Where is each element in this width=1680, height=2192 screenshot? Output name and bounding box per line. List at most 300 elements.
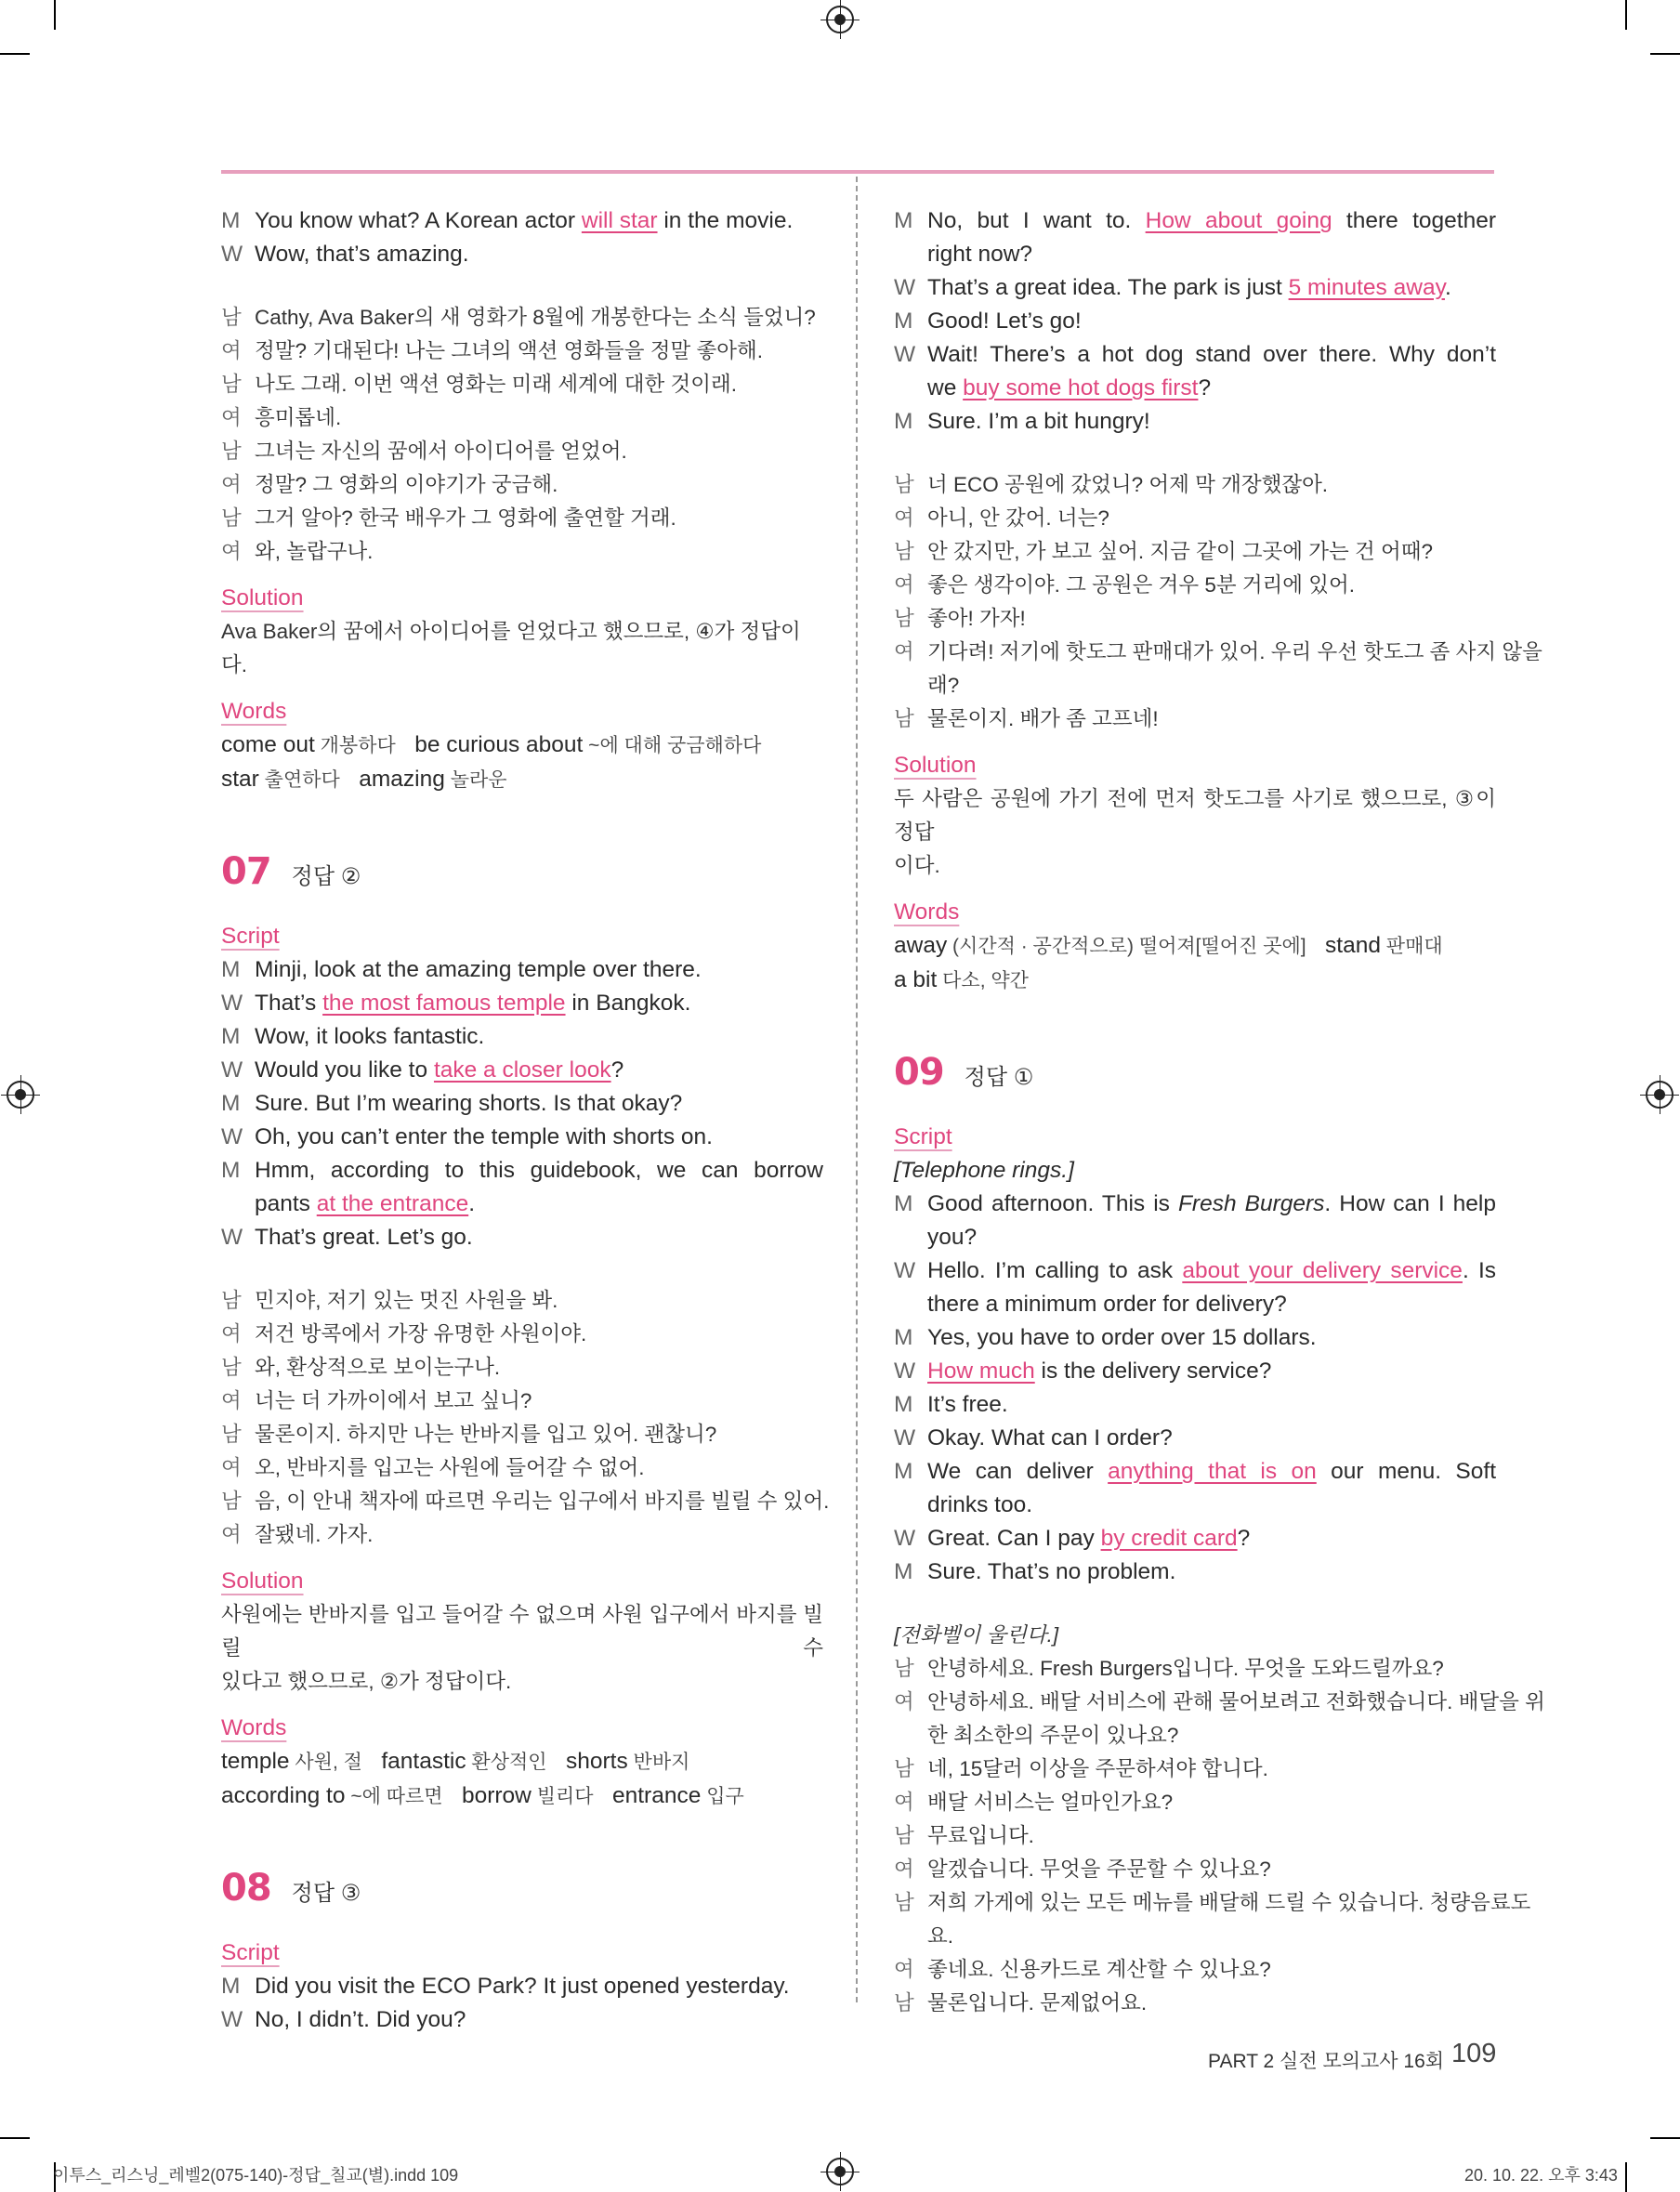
translation-text: 네, 15달러 이상을 주문하셔야 합니다. <box>927 1757 1268 1780</box>
dialog-line <box>221 1054 823 1087</box>
translation-text: 물론이지. 배가 좀 고프네! <box>927 707 1159 730</box>
solution-text: 이다. <box>894 854 940 877</box>
speaker-label: 여 <box>894 640 914 663</box>
speaker-label: 남 <box>221 1423 242 1446</box>
dialog-text <box>927 1221 1496 1254</box>
speaker-label: 남 <box>894 1891 914 1914</box>
words-line <box>221 1745 823 1779</box>
solution-label: Solution <box>221 585 304 610</box>
dialog-06-end <box>221 204 823 271</box>
speaker-label: M <box>221 1091 241 1116</box>
speaker-label: 남 <box>894 1824 914 1847</box>
translation-line <box>894 1652 1496 1686</box>
translation-line <box>221 1318 823 1351</box>
speaker-label: 여 <box>221 473 242 496</box>
vocab-meaning: 사원, 절 <box>289 1752 362 1773</box>
dialog-text <box>255 1221 823 1254</box>
dialog-line <box>894 1455 1496 1489</box>
solution-text: Ava Baker의 꿈에서 아이디어를 얻었다고 했으므로, ④가 정답이다. <box>221 620 801 676</box>
dialog-line <box>894 405 1496 439</box>
crop-mark <box>1625 2162 1627 2192</box>
script-label: Script <box>894 1124 952 1149</box>
text-run: Good! Let’s go! <box>927 308 1082 334</box>
registration-mark-icon <box>826 2158 854 2185</box>
translation-line <box>894 1752 1496 1786</box>
translation-text: 무료입니다. <box>927 1824 1034 1847</box>
dialog-line <box>894 1555 1496 1589</box>
vocab-meaning: 개봉하다 <box>314 735 396 756</box>
dialog-text <box>927 1555 1496 1589</box>
speaker-label <box>221 1188 255 1221</box>
crop-mark <box>1650 2137 1680 2139</box>
translation-text: 물론입니다. 문제없어요. <box>927 1991 1148 2015</box>
vocab-word: entrance <box>612 1783 702 1808</box>
vocab-meaning: ~에 대해 궁금해하다 <box>583 735 762 756</box>
translation-text: 너 ECO 공원에 갔었니? 어제 막 개장했잖아. <box>927 473 1329 496</box>
dialog-line <box>221 1087 823 1121</box>
vocab-word: away <box>894 933 948 958</box>
translation-text: 안녕하세요. 배달 서비스에 관해 물어보려고 전화했습니다. 배달을 위 <box>927 1690 1545 1713</box>
text-run: in the movie. <box>657 208 794 233</box>
question-number: 09 <box>894 1051 944 1094</box>
dialog-line <box>894 271 1496 305</box>
vocab-word: star <box>221 767 259 792</box>
text-run: . Is <box>1462 1258 1497 1283</box>
speaker-label: 여 <box>221 1523 242 1546</box>
translation-text: 좋아! 가자! <box>927 607 1026 630</box>
text-run: No, I didn’t. Did you? <box>255 2007 466 2032</box>
translation-line <box>894 602 1496 636</box>
highlighted-phrase: by credit card <box>1100 1526 1238 1551</box>
speaker-label: 남 <box>221 1356 242 1379</box>
text-run: Sure. I’m a bit hungry! <box>927 409 1150 434</box>
text-run: Sure. But I’m wearing shorts. Is that okay? <box>255 1091 683 1116</box>
translation-text: 좋은 생각이야. 그 공원은 겨우 5분 거리에 있어. <box>927 573 1356 597</box>
speaker-label: M <box>221 208 241 233</box>
text-run: Would you like to <box>255 1057 434 1083</box>
vocab-meaning: 다소, 약간 <box>937 970 1029 991</box>
vocab-meaning: 입구 <box>701 1786 744 1807</box>
text-run: in Bangkok. <box>565 991 691 1016</box>
dialog-line <box>894 372 1496 405</box>
solution-label: Solution <box>894 753 977 778</box>
text-run: there a minimum order for delivery? <box>927 1292 1287 1317</box>
crop-mark <box>1625 0 1627 30</box>
text-run: right now? <box>927 242 1033 267</box>
translation-text: 정말? 그 영화의 이야기가 궁금해. <box>255 473 558 496</box>
translation-text: 정말? 기대된다! 나는 그녀의 액션 영화들을 정말 좋아해. <box>255 339 763 362</box>
highlighted-phrase: How about going <box>1145 208 1332 233</box>
translation-line <box>221 1518 823 1552</box>
dialog-line <box>894 1388 1496 1422</box>
translation-text: 안녕하세요. Fresh Burgers입니다. 무엇을 도와드릴까요? <box>927 1657 1444 1680</box>
dialog-07 <box>221 953 823 1254</box>
speaker-label: W <box>221 242 243 267</box>
dialog-text <box>927 204 1496 238</box>
speaker-label: 여 <box>221 406 242 429</box>
vocab-word: shorts <box>566 1749 628 1774</box>
words-label: Words <box>221 1715 287 1740</box>
vocab-meaning: 출연하다 <box>258 769 340 791</box>
translation-line <box>221 435 823 468</box>
speaker-label: 남 <box>894 1991 914 2015</box>
crop-mark <box>1650 53 1680 55</box>
text-run: Hmm, according to this guidebook, we can borrow <box>255 1158 823 1183</box>
words-line <box>894 964 1496 998</box>
speaker-label: W <box>221 991 243 1016</box>
text-run: Hello. I’m calling to ask <box>927 1258 1183 1283</box>
words-line <box>894 929 1496 964</box>
dialog-line <box>221 2003 823 2037</box>
text-run: That’s a great idea. The park is just <box>927 275 1289 300</box>
page-number: 109 <box>1451 2039 1497 2068</box>
question-number: 08 <box>221 1867 271 1910</box>
text-run: Wait! There’s a hot dog stand over there. Why don’t <box>927 342 1496 367</box>
translation-line <box>894 1719 1496 1752</box>
speaker-label: 남 <box>894 607 914 630</box>
speaker-label: M <box>894 1392 913 1417</box>
registration-mark-icon <box>7 1081 34 1109</box>
speaker-label: W <box>221 1124 243 1149</box>
vocab-word: fantastic <box>381 1749 466 1774</box>
question-number: 07 <box>221 850 271 893</box>
speaker-label: M <box>221 1158 241 1183</box>
translation-line <box>894 1686 1545 1719</box>
dialog-text <box>927 1522 1496 1555</box>
text-run: ? <box>1237 1526 1251 1551</box>
translation-text: 나도 그래. 이번 액션 영화는 미래 세계에 대한 것이래. <box>255 373 737 396</box>
dialog-line <box>221 1154 823 1188</box>
dialog-09 <box>894 1188 1496 1589</box>
translation-line <box>894 1819 1496 1853</box>
translation-line <box>221 468 823 502</box>
speaker-label <box>894 1489 927 1522</box>
dialog-text <box>927 372 1496 405</box>
vocab-meaning: 환상적인 <box>466 1752 547 1773</box>
dialog-line <box>221 1188 823 1221</box>
dialog-text <box>927 1288 1496 1321</box>
speaker-label <box>894 238 927 271</box>
dialog-line <box>221 1970 823 2003</box>
text-run: Oh, you can’t enter the temple with shorts on. <box>255 1124 713 1149</box>
text-run: Fresh Burgers <box>1177 1191 1325 1216</box>
solution-text: 사원에는 반바지를 입고 들어갈 수 없으며 사원 입구에서 바지를 빌릴 수 <box>221 1603 823 1660</box>
translation-line <box>894 1853 1496 1886</box>
speaker-label: W <box>894 342 916 367</box>
words-line <box>221 763 823 797</box>
speaker-label: W <box>221 2007 243 2032</box>
speaker-label: M <box>894 1325 913 1350</box>
translation-text: 저희 가게에 있는 모든 메뉴를 배달해 드릴 수 있습니다. 청량음료도 <box>927 1891 1531 1914</box>
vocab-word: stand <box>1325 933 1381 958</box>
korean-stage-direction: [전화벨이 울린다.] <box>894 1623 1059 1647</box>
text-run: Great. Can I pay <box>927 1526 1101 1551</box>
speaker-label: 남 <box>894 473 914 496</box>
translation-line <box>221 1284 823 1318</box>
text-run: Minji, look at the amazing temple over there. <box>255 957 702 982</box>
speaker-label: 남 <box>221 440 242 463</box>
dialog-text <box>255 1020 823 1054</box>
crop-mark <box>0 53 30 55</box>
translation-line <box>894 535 1496 569</box>
text-run: Did you visit the ECO Park? It just opened yesterday. <box>255 1974 790 1999</box>
answer-label: 정답 ② <box>291 864 361 889</box>
text-run: You know what? A Korean actor <box>255 208 582 233</box>
text-run: That’s <box>255 991 323 1016</box>
translation-text: 한 최소한의 주문이 있나요? <box>927 1724 1179 1747</box>
question-header-09 <box>894 1051 1496 1108</box>
right-column <box>894 204 1545 2020</box>
dialog-line <box>894 1489 1496 1522</box>
vocab-meaning: (시간적 · 공간적으로) 떨어져[떨어진 곳에] <box>947 936 1306 957</box>
text-run: Okay. What can I order? <box>927 1425 1173 1450</box>
dialog-text <box>927 1422 1496 1455</box>
dialog-line <box>894 305 1496 338</box>
translation-text: 와, 놀랍구나. <box>255 540 374 563</box>
speaker-label: 남 <box>894 540 914 563</box>
registration-mark-icon <box>826 6 854 33</box>
speaker-label: M <box>894 409 913 434</box>
speaker-label: W <box>221 1225 243 1250</box>
dialog-text <box>255 1054 823 1087</box>
print-slug-file: 이투스_리스닝_레벨2(075-140)-정답_칠교(별).indd 109 <box>53 2166 459 2185</box>
translation-line <box>894 702 1496 736</box>
text-run: We can deliver <box>927 1459 1109 1484</box>
dialog-text <box>927 1321 1496 1355</box>
text-run: No, but I want to. <box>927 208 1146 233</box>
translation-line <box>221 535 823 569</box>
question-header-07 <box>221 850 823 907</box>
text-run: is the delivery service? <box>1034 1359 1272 1384</box>
dialog-line <box>221 987 823 1020</box>
dialog-line <box>894 1355 1496 1388</box>
dialog-text <box>255 1121 823 1154</box>
vocab-meaning: 판매대 <box>1380 936 1443 957</box>
header-rule <box>221 170 1494 174</box>
dialog-text <box>255 1154 823 1188</box>
speaker-label: M <box>894 1559 913 1584</box>
korean-translation-06 <box>221 301 823 569</box>
text-run: . <box>468 1191 476 1216</box>
highlighted-phrase: will star <box>581 208 658 233</box>
speaker-label <box>894 1288 927 1321</box>
translation-text: 그거 알아? 한국 배우가 그 영화에 출연할 거래. <box>255 506 676 530</box>
dialog-text <box>927 1188 1496 1221</box>
text-run: there together <box>1332 208 1496 233</box>
vocab-meaning: 놀라운 <box>444 769 507 791</box>
dialog-text <box>927 271 1496 305</box>
dialog-line <box>894 338 1496 372</box>
speaker-label: 여 <box>894 1958 914 1981</box>
translation-text: 흥미롭네. <box>255 406 342 429</box>
speaker-label <box>894 1221 927 1254</box>
speaker-label: M <box>894 1191 913 1216</box>
text-run: Wow, that’s amazing. <box>255 242 469 267</box>
speaker-label: W <box>894 1526 916 1551</box>
translation-text: 배달 서비스는 얼마인가요? <box>927 1791 1174 1814</box>
speaker-label <box>894 669 927 702</box>
translation-text: 요. <box>927 1924 953 1948</box>
translation-line <box>221 401 823 435</box>
text-run: Good afternoon. This is <box>927 1191 1178 1216</box>
dialog-line <box>221 1221 823 1254</box>
vocab-word: amazing <box>359 767 445 792</box>
dialog-line <box>221 953 823 987</box>
answer-label: 정답 ③ <box>291 1881 361 1906</box>
korean-translation-08 <box>894 468 1542 736</box>
translation-line <box>221 1418 823 1451</box>
translation-line <box>221 1485 830 1518</box>
dialog-08-end <box>894 204 1496 439</box>
script-label: Script <box>221 924 280 949</box>
crop-mark <box>0 2137 30 2139</box>
dialog-line <box>221 1121 823 1154</box>
solution-label: Solution <box>221 1569 304 1594</box>
print-slug-date: 20. 10. 22. 오후 3:43 <box>1464 2166 1618 2185</box>
dialog-08-start <box>221 1970 823 2037</box>
translation-line <box>221 368 823 401</box>
dialog-line <box>894 204 1496 238</box>
dialog-text <box>927 1254 1496 1288</box>
translation-text: 음, 이 안내 책자에 따르면 우리는 입구에서 바지를 빌릴 수 있어. <box>255 1490 830 1513</box>
speaker-label: M <box>894 208 913 233</box>
words-line <box>221 728 823 763</box>
speaker-label: 여 <box>894 1791 914 1814</box>
answer-label: 정답 ① <box>964 1065 1034 1090</box>
script-label: Script <box>221 1940 280 1965</box>
translation-line <box>221 1351 823 1385</box>
speaker-label: M <box>221 957 241 982</box>
vocab-word: come out <box>221 732 315 757</box>
dialog-line <box>894 1254 1496 1288</box>
column-divider <box>856 177 858 2002</box>
speaker-label: 여 <box>894 1690 914 1713</box>
text-run: ? <box>1198 375 1212 400</box>
vocab-meaning: 반바지 <box>627 1752 690 1773</box>
vocab-meaning: 빌리다 <box>531 1786 594 1807</box>
speaker-label: 남 <box>894 1657 914 1680</box>
translation-text: 민지야, 저기 있는 멋진 사원을 봐. <box>255 1289 558 1312</box>
text-run: Wow, it looks fantastic. <box>255 1024 485 1049</box>
speaker-label: 남 <box>221 1289 242 1312</box>
speaker-label: M <box>894 308 913 334</box>
crop-mark <box>54 0 56 30</box>
dialog-text <box>255 1970 823 2003</box>
translation-line <box>894 669 1496 702</box>
text-run: our menu. Soft <box>1316 1459 1497 1484</box>
dialog-line <box>894 238 1496 271</box>
text-run: . How can I help <box>1324 1191 1496 1216</box>
speaker-label: 여 <box>894 506 914 530</box>
speaker-label: M <box>221 1974 241 1999</box>
speaker-label: 여 <box>894 573 914 597</box>
translation-line <box>221 502 823 535</box>
translation-line <box>894 1987 1496 2020</box>
translation-text: 그녀는 자신의 꿈에서 아이디어를 얻었어. <box>255 440 627 463</box>
speaker-label: W <box>221 1057 243 1083</box>
dialog-text <box>255 953 823 987</box>
translation-text: 기다려! 저기에 핫도그 판매대가 있어. 우리 우선 핫도그 좀 사지 않을 <box>927 640 1542 663</box>
dialog-text <box>927 405 1496 439</box>
translation-text: 너는 더 가까이에서 보고 싶니? <box>255 1389 532 1412</box>
speaker-label: 남 <box>221 373 242 396</box>
footer-part-label: PART 2 실전 모의고사 16회 <box>1208 2051 1445 2072</box>
solution-text: 있다고 했으므로, ②가 정답이다. <box>221 1670 512 1693</box>
speaker-label <box>894 372 927 405</box>
dialog-line <box>894 1321 1496 1355</box>
speaker-label: W <box>894 1425 916 1450</box>
highlighted-phrase: about your delivery service <box>1182 1258 1463 1283</box>
left-column <box>221 204 830 2037</box>
dialog-line <box>894 1221 1496 1254</box>
dialog-text <box>927 1455 1496 1489</box>
translation-line <box>894 1886 1531 1920</box>
dialog-text <box>255 204 823 238</box>
question-header-08 <box>221 1867 823 1923</box>
highlighted-phrase: take a closer look <box>433 1057 611 1083</box>
registration-mark-icon <box>1646 1081 1673 1109</box>
dialog-line <box>894 1288 1496 1321</box>
korean-translation-09 <box>894 1652 1545 2020</box>
speaker-label: 여 <box>221 1322 242 1345</box>
words-line <box>221 1779 823 1814</box>
speaker-label: 남 <box>894 1757 914 1780</box>
translation-text: 물론이지. 하지만 나는 반바지를 입고 있어. 괜찮니? <box>255 1423 717 1446</box>
words-label: Words <box>894 899 960 925</box>
speaker-label: W <box>894 1258 916 1283</box>
dialog-line <box>894 1522 1496 1555</box>
dialog-line <box>221 1020 823 1054</box>
dialog-line <box>894 1188 1496 1221</box>
dialog-text <box>927 1388 1496 1422</box>
highlighted-phrase: 5 minutes away <box>1288 275 1445 300</box>
dialog-line <box>894 1422 1496 1455</box>
speaker-label: M <box>221 1024 241 1049</box>
vocab-word: temple <box>221 1749 290 1774</box>
translation-line <box>894 468 1496 502</box>
speaker-label: 남 <box>221 1490 242 1513</box>
dialog-text <box>255 1188 823 1221</box>
dialog-text <box>927 238 1496 271</box>
speaker-label: 남 <box>221 306 242 329</box>
translation-line <box>221 1385 823 1418</box>
speaker-label: 남 <box>221 506 242 530</box>
translation-line <box>221 301 823 335</box>
translation-line <box>894 569 1496 602</box>
text-run: you? <box>927 1225 978 1250</box>
highlighted-phrase: buy some hot dogs first <box>963 375 1199 400</box>
solution-text: 두 사람은 공원에 가기 전에 먼저 핫도그를 사기로 했으므로, ③이 정답 <box>894 787 1496 844</box>
text-run: It’s free. <box>927 1392 1008 1417</box>
text-run: Sure. That’s no problem. <box>927 1559 1176 1584</box>
speaker-label: M <box>894 1459 913 1484</box>
dialog-line <box>221 238 823 271</box>
text-run: we <box>927 375 964 400</box>
speaker-label: 여 <box>221 1456 242 1479</box>
highlighted-phrase: at the entrance <box>316 1191 469 1216</box>
dialog-text <box>927 1489 1496 1522</box>
text-run: drinks too. <box>927 1492 1033 1517</box>
speaker-label: W <box>894 1359 916 1384</box>
text-run: Yes, you have to order over 15 dollars. <box>927 1325 1317 1350</box>
speaker-label: 여 <box>221 540 242 563</box>
vocab-meaning: ~에 따르면 <box>345 1786 443 1807</box>
dialog-text <box>255 2003 823 2037</box>
speaker-label <box>894 1920 927 1953</box>
highlighted-phrase: the most famous temple <box>322 991 566 1016</box>
text-run: ? <box>610 1057 624 1083</box>
vocab-word: borrow <box>461 1783 532 1808</box>
